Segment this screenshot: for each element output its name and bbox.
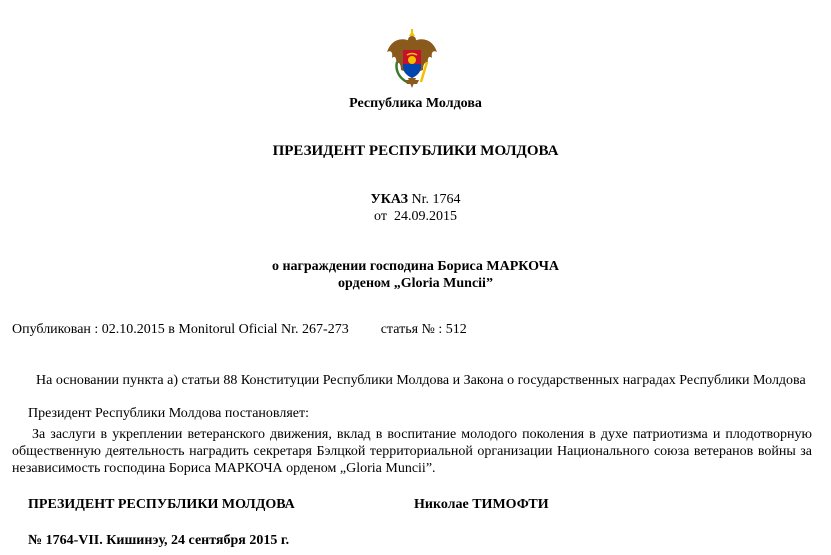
body-paragraph-3: За заслуги в укреплении ветеранского движения, вклад в воспитание молодого поколения в духе патриотизма и плодотворную общественную деятельность наградить секретаря Бэлцкой территориальной организации Национального союза ветеранов войны за независимость господина Бориса МАРКОЧА орденом „Gloria Muncii”. — [12, 427, 812, 476]
coat-of-arms-emblem — [383, 28, 441, 90]
body-paragraph-2: Президент Республики Молдова постановляет: — [28, 406, 309, 421]
decree-title — [0, 192, 831, 208]
decree-date: 24.09.2015 — [393, 209, 457, 224]
publication-text: Опубликован : 02.10.2015 в Monitorul Oficial Nr. 267-273 — [12, 322, 349, 337]
footer-number-place-date: № 1764-VII. Кишинэу, 24 сентября 2015 г. — [28, 533, 290, 548]
decree-subject-line2: орденом „Gloria Muncii” — [338, 276, 493, 291]
decree-label: УКАЗ — [370, 192, 409, 207]
signature-name: Николае ТИМОФТИ — [414, 497, 549, 512]
decree-subject-line1: о награждении господина Бориса МАРКОЧА — [271, 259, 560, 274]
body-paragraph-1: На основании пункта а) статьи 88 Конституции Республики Молдова и Закона о государственных наградах Республики Молдова — [36, 373, 806, 388]
country-heading: Республика Молдова — [349, 96, 482, 111]
publication-article: статья № : 512 — [380, 322, 467, 337]
publication-info — [12, 322, 467, 338]
decree-number: Nr. 1764 — [408, 192, 461, 207]
decree-date-prefix: от — [374, 209, 387, 224]
office-heading: ПРЕЗИДЕНТ РЕСПУБЛИКИ МОЛДОВА — [272, 143, 559, 159]
decree-date-line — [0, 209, 831, 225]
signature-office: ПРЕЗИДЕНТ РЕСПУБЛИКИ МОЛДОВА — [28, 497, 295, 512]
